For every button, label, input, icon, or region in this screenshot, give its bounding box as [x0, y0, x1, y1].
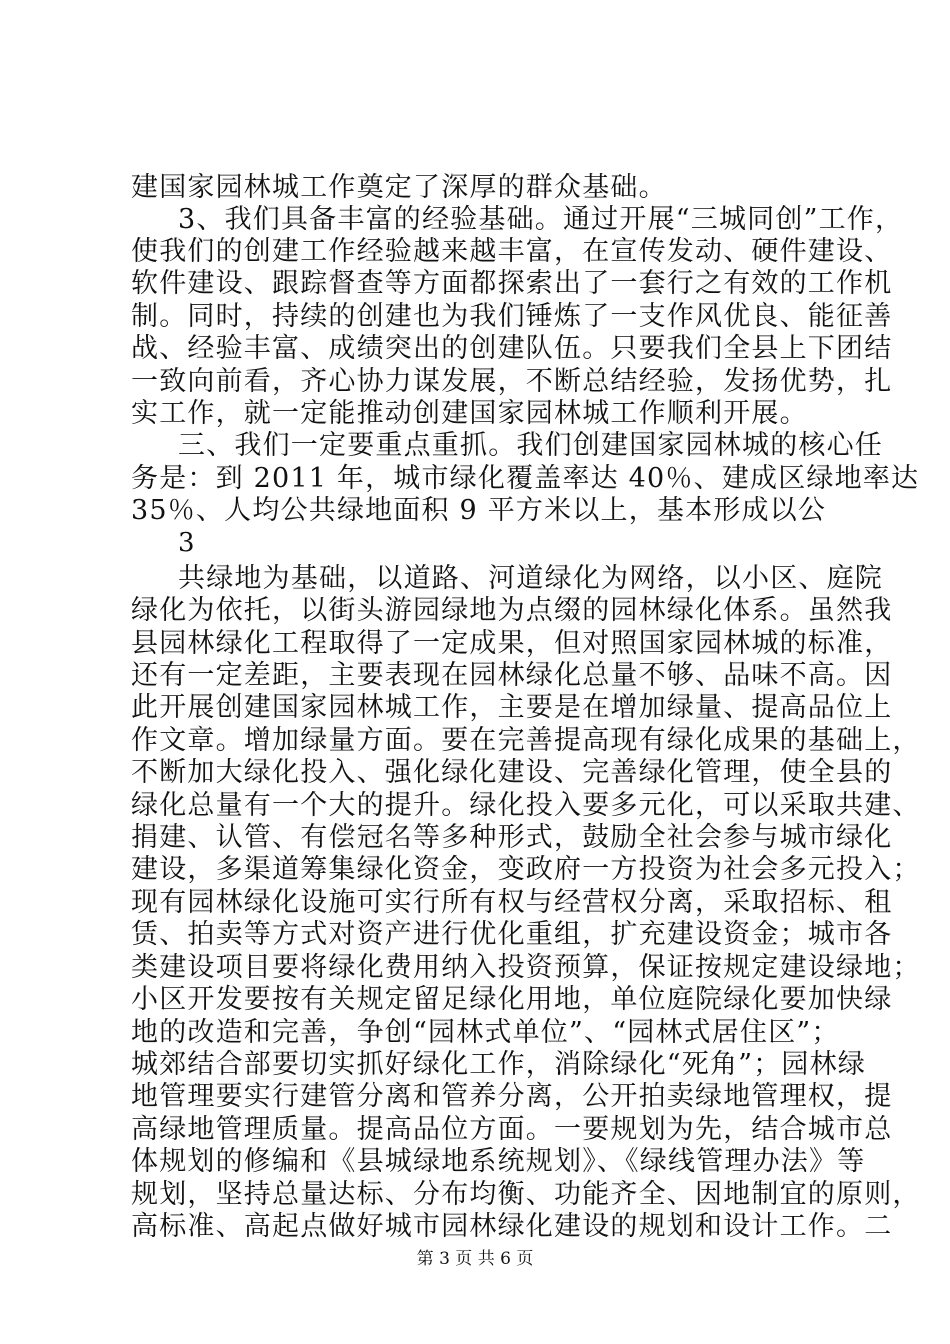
text-line: 制。同时，持续的创建也为我们锤炼了一支作风优良、能征善: [131, 301, 893, 332]
text-line: 使我们的创建工作经验越来越丰富，在宣传发动、硬件建设、: [131, 236, 893, 267]
text-line: 类建设项目要将绿化费用纳入投资预算，保证按规定建设绿地；: [131, 952, 921, 983]
page-footer: 第 3 页 共 6 页: [416, 1249, 534, 1269]
text-line: 作文章。增加绿量方面。要在完善提高现有绿化成果的基础上，: [131, 725, 921, 756]
text-line: 小区开发要按有关规定留足绿化用地，单位庭院绿化要加快绿: [131, 984, 893, 1015]
text-line: 此开展创建国家园林城工作，主要是在增加绿量、提高品位上: [131, 692, 893, 723]
text-line: 绿化总量有一个大的提升。绿化投入要多元化，可以采取共建、: [131, 790, 921, 821]
text-line: 规划，坚持总量达标、分布均衡、功能齐全、因地制宜的原则，: [131, 1179, 921, 1210]
text-line: 高标准、高起点做好城市园林绿化建设的规划和设计工作。二: [131, 1211, 893, 1242]
text-line: 不断加大绿化投入、强化绿化建设、完善绿化管理，使全县的: [131, 757, 893, 788]
text-line: 绿化为依托，以街头游园绿地为点缀的园林绿化体系。虽然我: [131, 595, 893, 626]
text-line: 实工作，就一定能推动创建国家园林城工作顺利开展。: [131, 398, 808, 429]
text-line: 一致向前看，齐心协力谋发展，不断总结经验，发扬优势，扎: [131, 366, 893, 397]
page-number-marker: 3: [178, 528, 195, 558]
text-line: 战、经验丰富、成绩突出的创建队伍。只要我们全县上下团结: [131, 333, 893, 364]
text-line: 软件建设、跟踪督查等方面都探索出了一套行之有效的工作机: [131, 268, 893, 299]
text-line: 3、我们具备丰富的经验基础。通过开展“三城同创”工作，: [178, 204, 904, 235]
text-line: 共绿地为基础，以道路、河道绿化为网络，以小区、庭院: [178, 563, 883, 594]
text-line: 现有园林绿化设施可实行所有权与经营权分离，采取招标、租: [131, 887, 893, 918]
text-line: 地管理要实行建管分离和管养分离，公开拍卖绿地管理权，提: [131, 1081, 893, 1112]
text-line: 赁、拍卖等方式对资产进行优化重组，扩充建设资金；城市各: [131, 919, 893, 950]
text-line: 县园林绿化工程取得了一定成果，但对照国家园林城的标准，: [131, 628, 893, 659]
text-line: 地的改造和完善，争创“园林式单位”、“园林式居住区”；: [131, 1017, 840, 1048]
text-line: 建国家园林城工作奠定了深厚的群众基础。: [131, 172, 667, 203]
text-line: 城郊结合部要切实抓好绿化工作，消除绿化“死角”；园林绿: [131, 1049, 867, 1080]
text-line: 捐建、认管、有偿冠名等多种形式，鼓励全社会参与城市绿化: [131, 822, 893, 853]
text-line: 三、我们一定要重点重抓。我们创建国家园林城的核心任: [178, 430, 883, 461]
text-line: 高绿地管理质量。提高品位方面。一要规划为先，结合城市总: [131, 1114, 893, 1145]
text-line: 务是：到 2011 年，城市绿化覆盖率达 40％、建成区绿地率达: [131, 463, 920, 494]
text-line: 35％、人均公共绿地面积 9 平方米以上，基本形成以公: [131, 495, 827, 526]
text-line: 还有一定差距，主要表现在园林绿化总量不够、品味不高。因: [131, 660, 893, 691]
text-line: 建设，多渠道筹集绿化资金，变政府一方投资为社会多元投入；: [131, 854, 921, 885]
text-line: 体规划的修编和《县城绿地系统规划》、《绿线管理办法》等: [131, 1146, 866, 1177]
